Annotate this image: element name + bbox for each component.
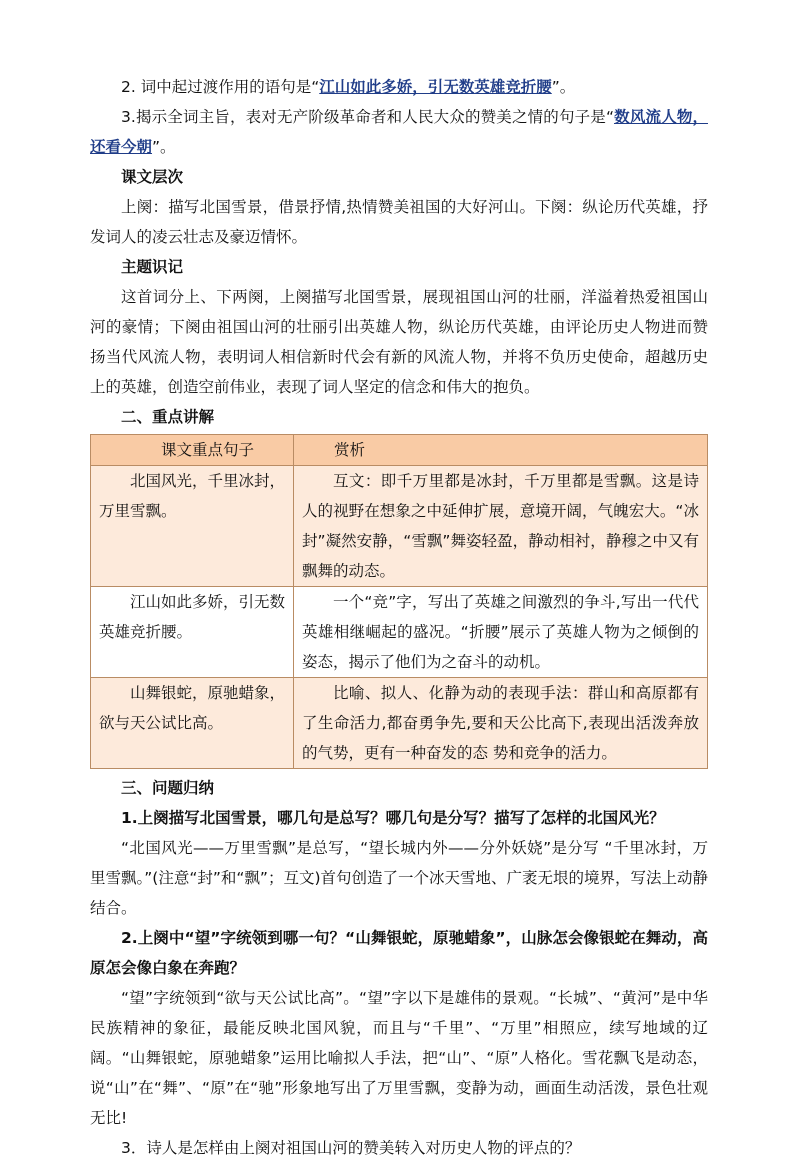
question-2-prefix: 2. 词中起过渡作用的语句是“ [121, 78, 320, 96]
section-key-title: 二、重点讲解 [121, 408, 215, 426]
summary-answer-2: “望”字统领到“欲与天公试比高”。“望”字以下是雄伟的景观。“长城”、“黄河”是中华民族精神的象征，最能反映北国风貌，而且与“千里”、“万里”相照应，续写地域的辽阔。“山舞银蛇，原驰蜡象”运用比喻拟人手法，把“山”、“原”人格化。雪花飘飞是动态，说“山”在“舞”、“原”在“驰”形象地写出了万里雪飘，变静为动，画面生动活泼，景色壮观无比! [90, 989, 708, 1127]
table-cell-sentence: 江山如此多娇，引无数英雄竞折腰。 [91, 587, 294, 678]
table-cell-analysis: 一个“竞”字，写出了英雄之间激烈的争斗,写出一代代英雄相继崛起的盛况。“折腰”展示了英雄人物为之倾倒的姿态，揭示了他们为之奋斗的动机。 [294, 587, 708, 678]
question-3-highlight: 数风流人物，还看今朝 [90, 108, 708, 156]
table-header-row [91, 435, 708, 466]
table-cell-sentence: 北国风光，千里冰封，万里雪飘。 [91, 466, 294, 587]
section-theme-title: 主题识记 [121, 258, 184, 276]
table-row [91, 678, 708, 769]
table-header-analysis: 赏析 [294, 435, 708, 466]
summary-answer-1: “北国风光——万里雪飘”是总写，“望长城内外——分外妖娆”是分写 “千里冰封，万里雪飘。”(注意“封”和“飘”；互文)首句创造了一个冰天雪地、广袤无垠的境界，写法上动静结合。 [90, 839, 708, 917]
summary-question-3: 3．诗人是怎样由上阕对祖国山河的赞美转入对历史人物的评点的？ [121, 1139, 581, 1157]
table-row [91, 466, 708, 587]
question-3-prefix: 3.揭示全词主旨，表对无产阶级革命者和人民大众的赞美之情的句子是“ [121, 108, 614, 126]
question-2-suffix: ”。 [551, 78, 576, 96]
section-levels-body: 上阕：描写北国雪景，借景抒情,热情赞美祖国的大好河山。下阕：纵论历代英雄，抒发词人的凌云壮志及豪迈情怀。 [90, 198, 708, 246]
section-levels-title: 课文层次 [121, 168, 184, 186]
table-cell-analysis: 比喻、拟人、化静为动的表现手法：群山和高原都有了生命活力,都奋勇争先,要和天公比高下,表现出活泼奔放的气势，更有一种奋发的态 势和竞争的活力。 [294, 678, 708, 769]
table-header-sentence: 课文重点句子 [91, 435, 294, 466]
document-page [90, 72, 708, 1163]
table-cell-sentence: 山舞银蛇，原驰蜡象，欲与天公试比高。 [91, 678, 294, 769]
question-3-line [90, 102, 708, 162]
summary-question-1: 1.上阕描写北国雪景，哪几句是总写？哪几句是分写？描写了怎样的北国风光？ [121, 809, 665, 827]
question-2-line [90, 72, 708, 102]
question-2-highlight: 江山如此多娇，引无数英雄竞折腰 [319, 78, 552, 96]
section-summary-title: 三、问题归纳 [121, 779, 215, 797]
table-cell-analysis: 互文：即千万里都是冰封，千万里都是雪飘。这是诗人的视野在想象之中延伸扩展，意境开阔，气魄宏大。“冰封”凝然安静，“雪飘”舞姿轻盈，静动相衬，静穆之中又有飘舞的动态。 [294, 466, 708, 587]
question-3-suffix: ”。 [152, 138, 176, 156]
table-row [91, 587, 708, 678]
section-theme-body: 这首词分上、下两阕，上阕描写北国雪景，展现祖国山河的壮丽，洋溢着热爱祖国山河的豪情；下阕由祖国山河的壮丽引出英雄人物，纵论历代英雄，由评论历史人物进而赞扬当代风流人物，表明词人相信新时代会有新的风流人物，并将不负历史使命，超越历史上的英雄，创造空前伟业，表现了词人坚定的信念和伟大的抱负。 [90, 288, 708, 396]
summary-question-2: 2.上阕中“望”字统领到哪一句？“山舞银蛇，原驰蜡象”，山脉怎会像银蛇在舞动，高原怎会像白象在奔跑？ [90, 929, 708, 977]
key-sentences-table [90, 434, 708, 769]
